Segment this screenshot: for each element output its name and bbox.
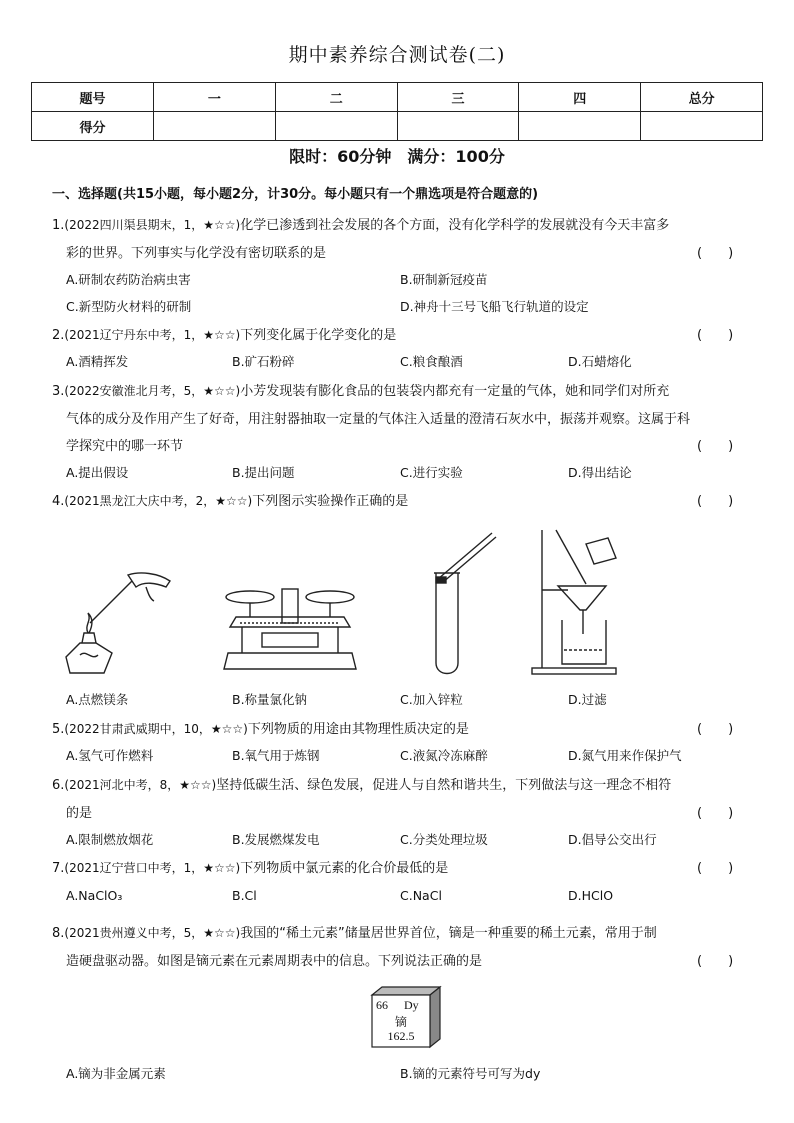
score-row-label: 得分 (32, 112, 154, 141)
option-a[interactable]: A.NaClO₃ (66, 888, 123, 903)
question-number: 2. (52, 328, 65, 343)
score-cell[interactable] (397, 112, 519, 141)
balance-scale-figure (222, 583, 358, 675)
question-text: 化学已渗透到社会发展的各个方面，没有化学科学的发展就没有今天丰富多 (240, 218, 670, 233)
question-number: 1. (52, 218, 65, 233)
score-table-header-row (32, 83, 763, 112)
option-c[interactable]: C.加入锌粒 (400, 692, 463, 707)
option-b[interactable]: B.氧气用于炼钢 (232, 748, 320, 763)
answer-paren[interactable]: ( ) (697, 954, 734, 969)
score-table (31, 82, 763, 141)
score-header-cell: 三 (397, 83, 519, 112)
question-3 (52, 380, 669, 399)
option-a[interactable]: A.提出假设 (66, 465, 129, 480)
question-source: (2022四川渠县期末，1，★☆☆) (64, 218, 241, 232)
score-cell[interactable] (641, 112, 763, 141)
answer-paren[interactable]: ( ) (697, 861, 734, 876)
option-a[interactable]: A.点燃镁条 (66, 692, 129, 707)
element-tile (370, 985, 442, 1049)
element-symbol: Dy (404, 998, 419, 1012)
question-1-cont: 彩的世界。下列事实与化学没有密切联系的是 (66, 246, 327, 261)
question-source: (2021河北中考，8，★☆☆) (64, 778, 217, 792)
score-cell[interactable] (154, 112, 276, 141)
option-d[interactable]: D.过滤 (568, 692, 607, 707)
answer-paren[interactable]: ( ) (697, 494, 734, 509)
score-table-score-row (32, 112, 763, 141)
question-6-cont: 的是 (66, 806, 93, 821)
answer-paren[interactable]: ( ) (697, 246, 734, 261)
question-2 (52, 324, 396, 343)
question-number: 8. (52, 926, 65, 941)
question-source: (2022甘肃武威期中，10，★☆☆) (64, 722, 248, 736)
score-cell[interactable] (275, 112, 397, 141)
question-text: 坚持低碳生活、绿色发展，促进人与自然和谐共生，下列做法与这一理念不相符 (216, 778, 672, 793)
option-d[interactable]: D.倡导公交出行 (568, 832, 657, 847)
time-limit: 限时：60分钟 满分：100分 (289, 147, 505, 166)
question-3-cont: 气体的成分及作用产生了好奇，用注射器抽取一定量的气体注入适量的澄清石灰水中，振荡并观察。这属于科 (66, 412, 691, 427)
element-number: 66 (376, 998, 388, 1012)
option-d[interactable]: D.神舟十三号飞船飞行轨道的设定 (400, 299, 589, 314)
question-8 (52, 922, 657, 941)
question-text: 小芳发现装有膨化食品的包装袋内都充有一定量的气体，她和同学们对所充 (240, 384, 670, 399)
option-c[interactable]: C.分类处理垃圾 (400, 832, 488, 847)
answer-paren[interactable]: ( ) (697, 439, 734, 454)
option-a[interactable]: A.限制燃放烟花 (66, 832, 154, 847)
page-title: 期中素养综合测试卷(二) (288, 44, 506, 66)
option-c[interactable]: C.进行实验 (400, 465, 463, 480)
question-number: 6. (52, 778, 65, 793)
option-c[interactable]: C.粮食酿酒 (400, 354, 463, 369)
section-heading: 一、选择题(共15小题，每小题2分，计30分。每小题只有一个鼎选项是符合题意的) (52, 187, 539, 202)
score-header-cell: 一 (154, 83, 276, 112)
option-a[interactable]: A.镝为非金属元素 (66, 1066, 166, 1081)
question-source: (2021辽宁营口中考，1，★☆☆) (64, 861, 241, 875)
option-a[interactable]: A.酒精挥发 (66, 354, 129, 369)
score-header-cell: 总分 (641, 83, 763, 112)
option-a[interactable]: A.氢气可作燃料 (66, 748, 154, 763)
filtration-figure (528, 524, 624, 676)
test-tube-figure (428, 527, 500, 677)
question-source: (2021黑龙江大庆中考，2，★☆☆) (64, 494, 253, 508)
question-source: (2021辽宁丹东中考，1，★☆☆) (64, 328, 241, 342)
option-d[interactable]: D.石蜡熔化 (568, 354, 632, 369)
option-c[interactable]: C.液氮冷冻麻醉 (400, 748, 488, 763)
question-5 (52, 718, 469, 737)
question-8-cont: 造硬盘驱动器。如图是镝元素在元素周期表中的信息。下列说法正确的是 (66, 954, 483, 969)
lighting-magnesium-figure (62, 565, 184, 677)
question-number: 3. (52, 384, 65, 399)
option-d[interactable]: D.得出结论 (568, 465, 632, 480)
option-b[interactable]: B.称量氯化钠 (232, 692, 308, 707)
option-c[interactable]: C.新型防火材料的研制 (66, 299, 192, 314)
option-c[interactable]: C.NaCl (400, 888, 442, 903)
option-a[interactable]: A.研制农药防治病虫害 (66, 272, 191, 287)
question-3-cont: 学探究中的哪一环节 (66, 439, 184, 454)
question-text: 下列物质的用途由其物理性质决定的是 (247, 722, 469, 737)
score-header-cell: 题号 (32, 83, 154, 112)
answer-paren[interactable]: ( ) (697, 328, 734, 343)
option-b[interactable]: B.矿石粉碎 (232, 354, 295, 369)
question-number: 4. (52, 494, 65, 509)
score-cell[interactable] (519, 112, 641, 141)
question-7 (52, 857, 448, 876)
answer-paren[interactable]: ( ) (697, 806, 734, 821)
element-mass: 162.5 (387, 1029, 415, 1043)
question-4 (52, 490, 408, 509)
option-d[interactable]: D.HClO (568, 888, 614, 903)
question-text: 下列图示实验操作正确的是 (252, 494, 409, 509)
question-6 (52, 774, 671, 793)
option-b[interactable]: B.研制新冠疫苗 (400, 272, 488, 287)
answer-paren[interactable]: ( ) (697, 722, 734, 737)
question-source: (2022安徽淮北月考，5，★☆☆) (64, 384, 241, 398)
score-header-cell: 四 (519, 83, 641, 112)
option-d[interactable]: D.氮气用来作保护气 (568, 748, 682, 763)
option-b[interactable]: B.提出问题 (232, 465, 295, 480)
question-number: 5. (52, 722, 65, 737)
question-source: (2021贵州遵义中考，5，★☆☆) (64, 926, 241, 940)
question-number: 7. (52, 861, 65, 876)
question-text: 下列变化属于化学变化的是 (240, 328, 397, 343)
score-header-cell: 二 (275, 83, 397, 112)
option-b[interactable]: B.Cl (232, 888, 257, 903)
question-1 (52, 214, 669, 233)
option-b[interactable]: B.镝的元素符号可写为dy (400, 1066, 541, 1081)
question-text: 我国的“稀土元素”储量居世界首位，镝是一种重要的稀土元素，常用于制 (240, 926, 657, 941)
option-b[interactable]: B.发展燃煤发电 (232, 832, 320, 847)
question-text: 下列物质中氯元素的化合价最低的是 (240, 861, 449, 876)
element-name: 镝 (394, 1015, 407, 1029)
